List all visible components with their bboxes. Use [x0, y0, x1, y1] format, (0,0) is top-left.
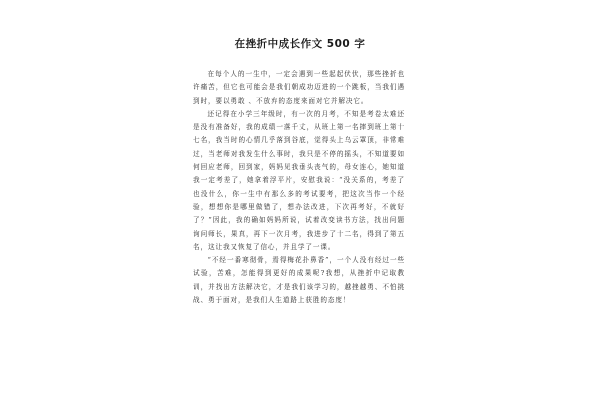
essay-paragraph: 在每个人的一生中，一定会遇到一些起起伏伏，那些挫折也许痛苦，但它也可能会是我们朝成功迈进的一个跳板，当我们遇到时，要以勇敢 、不放弃的态度来面对它并解决它。 — [193, 70, 405, 105]
essay-body — [193, 68, 405, 307]
essay-paragraph: “不经一番寒彻骨，焉得梅花扑鼻香”，一个人没有经过一些试验，苦难，怎能得到更好的成果呢?我想，从挫折中记取教训，并找出方法解决它，才是我们该学习的，越挫越勇、不怕挑战、勇于面对，是我们人生道路上获胜的态度！ — [193, 256, 405, 305]
essay-title: 在挫折中成长作文 500 字 — [234, 38, 366, 50]
essay-paragraph: 还记得在小学三年级时，有一次的月考，不知是考卷太难还是没有准备好，我的成绩一落千丈，从班上第一名摔到班上第十七名，我当时的心情几乎落到谷底，觉得头上乌云罩顶，非常难过，当老师对我发生什么事时，我只是不停的摇头，不知道要如何回应老师，回到家，妈妈见我垂头丧气的，母女连心，她知道我一定考差了，她拿着浮平片，安慰我说：“没关系的，考差了也没什么，你一生中有那么多的考试要考，把这次当作一个经验，想想你是哪里做错了，想办法改进，下次再考好，不就好了？”因此，我的确如妈妈所说，试着改变读书方法，找出问题询问师长，果真，再下一次月考，我进步了十二名，得到了第五名，这让我又恢复了信心，并且学了一课。 — [193, 109, 405, 251]
